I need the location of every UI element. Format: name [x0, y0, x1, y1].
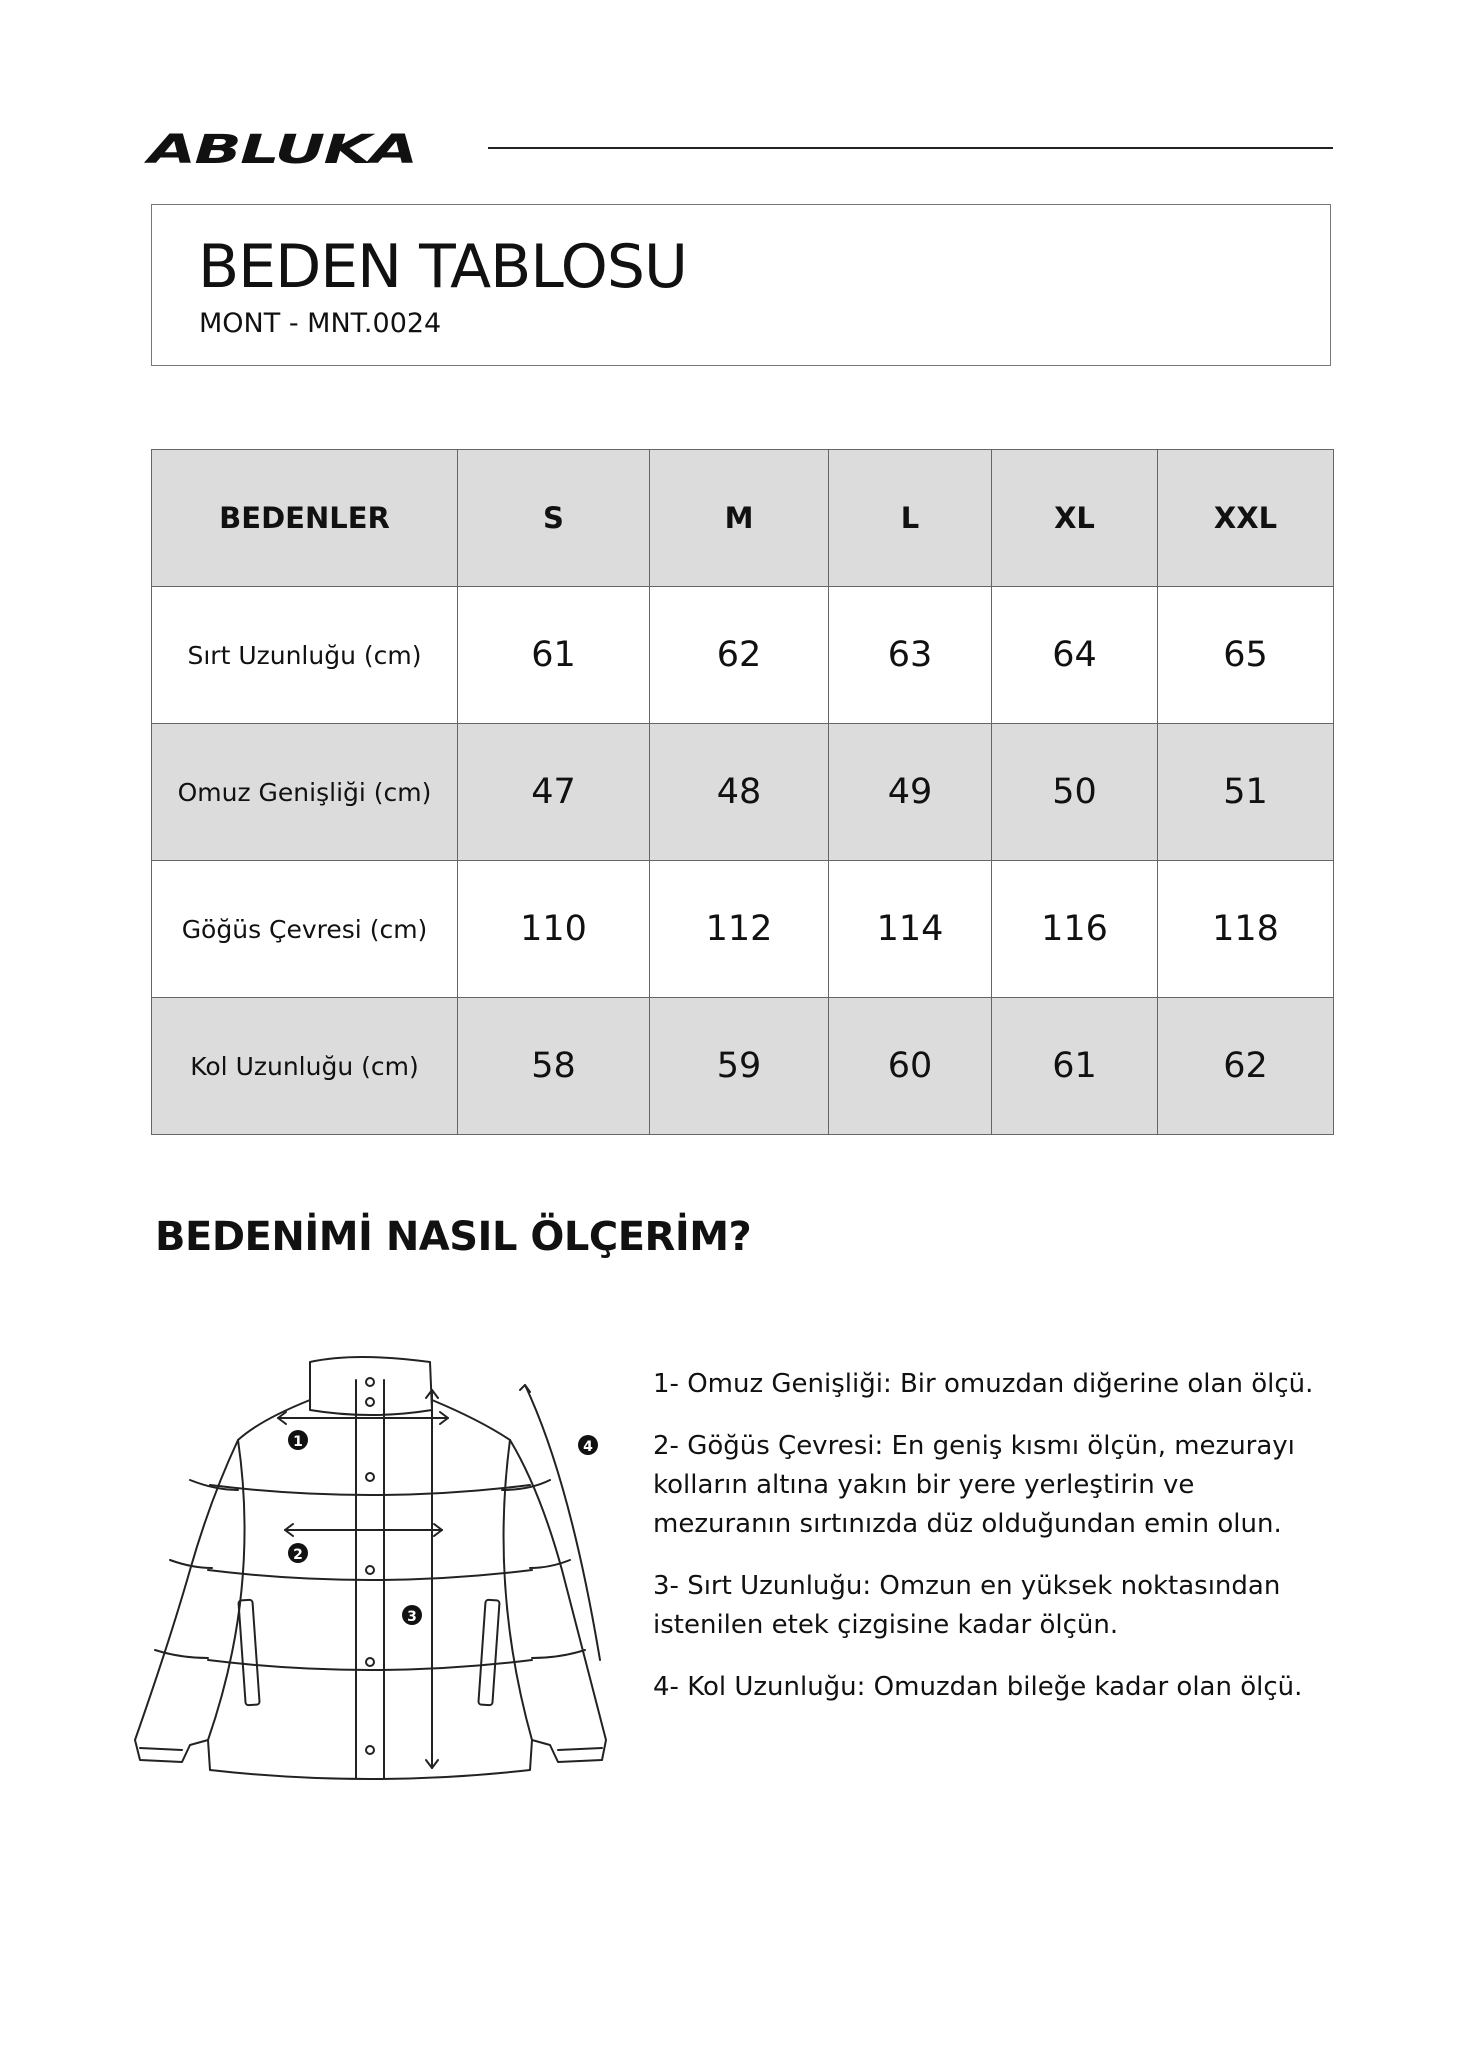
- size-table: [151, 449, 1334, 1135]
- header-divider: [488, 147, 1333, 149]
- table-cell: 61: [458, 587, 650, 724]
- page-title: BEDEN TABLOSU: [198, 232, 687, 302]
- svg-text:4: 4: [583, 1439, 593, 1455]
- table-cell: 62: [1158, 998, 1334, 1135]
- product-code: MONT - MNT.0024: [199, 308, 442, 339]
- table-cell: 112: [650, 861, 829, 998]
- table-cell: 60: [829, 998, 992, 1135]
- table-cell: 61: [992, 998, 1158, 1135]
- measure-marker-2: [288, 1543, 308, 1563]
- table-cell: 110: [458, 861, 650, 998]
- table-cell: 50: [992, 724, 1158, 861]
- how-to-measure-title: BEDENİMİ NASIL ÖLÇERİM?: [155, 1214, 752, 1260]
- table-row: [152, 724, 1334, 861]
- table-cell: 58: [458, 998, 650, 1135]
- svg-text:3: 3: [407, 1609, 417, 1625]
- instruction-item: 1- Omuz Genişliği: Bir omuzdan diğerine olan ölçü.: [653, 1369, 1314, 1399]
- jacket-illustration: [130, 1340, 630, 1790]
- instruction-item: 3- Sırt Uzunluğu: Omzun en yüksek noktasından istenilen etek çizgisine kadar ölçün.: [653, 1571, 1281, 1640]
- measure-marker-1: [288, 1430, 308, 1450]
- column-header: XXL: [1158, 450, 1334, 587]
- row-label: Göğüs Çevresi (cm): [152, 861, 458, 998]
- table-cell: 118: [1158, 861, 1334, 998]
- table-cell: 62: [650, 587, 829, 724]
- table-cell: 51: [1158, 724, 1334, 861]
- measure-marker-4: [578, 1435, 598, 1455]
- column-header: BEDENLER: [152, 450, 458, 587]
- table-cell: 65: [1158, 587, 1334, 724]
- svg-text:2: 2: [293, 1547, 303, 1563]
- table-cell: 47: [458, 724, 650, 861]
- instruction-item: 2- Göğüs Çevresi: En geniş kısmı ölçün, mezurayı kolların altına yakın bir yere yerleştirin ve mezuranın sırtınızda düz olduğundan emin olun.: [653, 1431, 1295, 1539]
- row-label: Omuz Genişliği (cm): [152, 724, 458, 861]
- column-header: XL: [992, 450, 1158, 587]
- measure-marker-3: [402, 1605, 422, 1625]
- table-header-row: [152, 450, 1334, 587]
- table-cell: 59: [650, 998, 829, 1135]
- table-cell: 63: [829, 587, 992, 724]
- brand-logo: ABLUKA: [148, 127, 417, 173]
- brand-header: [148, 127, 1333, 173]
- title-box: [151, 204, 1331, 366]
- row-label: Sırt Uzunluğu (cm): [152, 587, 458, 724]
- svg-text:1: 1: [293, 1434, 303, 1450]
- table-row: [152, 998, 1334, 1135]
- table-cell: 48: [650, 724, 829, 861]
- column-header: S: [458, 450, 650, 587]
- table-row: [152, 861, 1334, 998]
- table-row: [152, 587, 1334, 724]
- table-cell: 49: [829, 724, 992, 861]
- instruction-item: 4- Kol Uzunluğu: Omuzdan bileğe kadar olan ölçü.: [653, 1672, 1303, 1702]
- table-cell: 64: [992, 587, 1158, 724]
- column-header: L: [829, 450, 992, 587]
- table-cell: 116: [992, 861, 1158, 998]
- table-cell: 114: [829, 861, 992, 998]
- column-header: M: [650, 450, 829, 587]
- row-label: Kol Uzunluğu (cm): [152, 998, 458, 1135]
- measurement-instructions: [653, 1365, 1333, 1730]
